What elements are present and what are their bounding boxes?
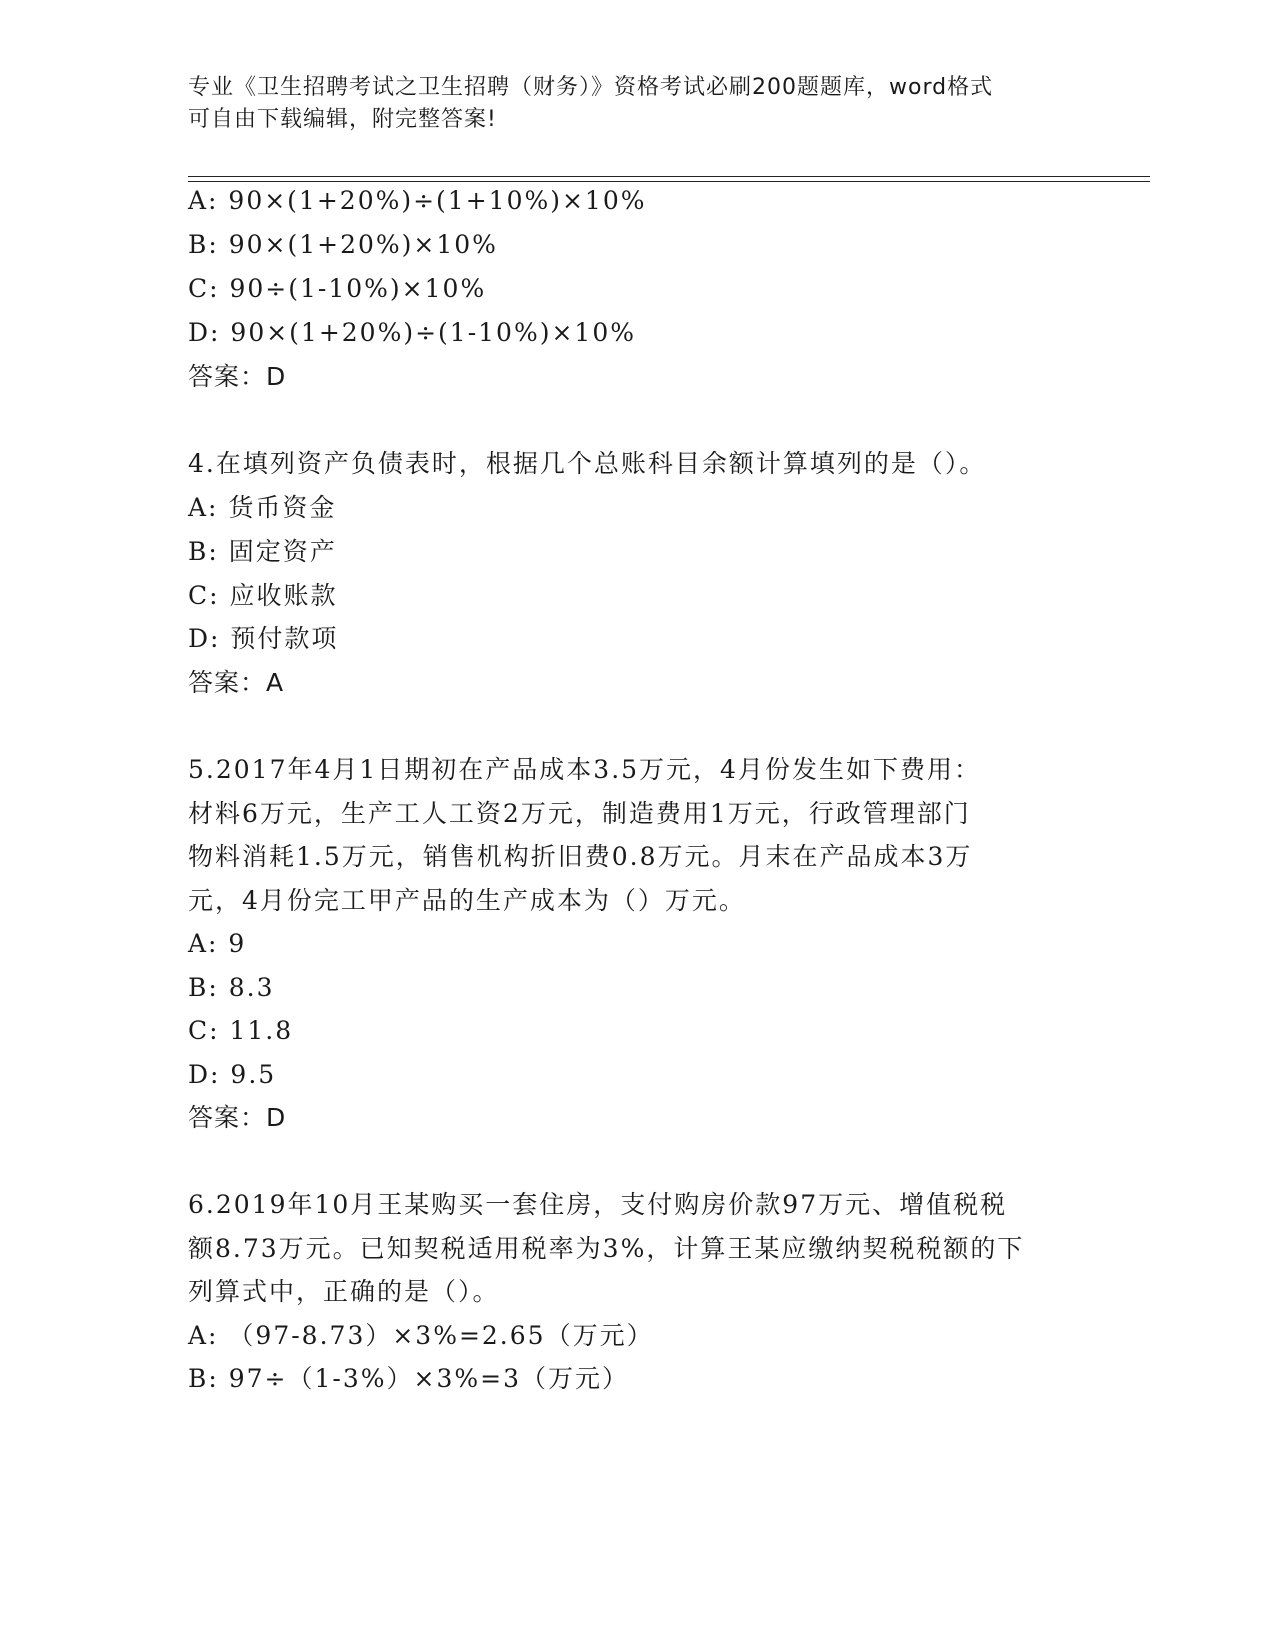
- q5-option-a: A: 9: [188, 929, 247, 958]
- q3-option-c: C: 90÷(1-10%)×10%: [188, 274, 487, 303]
- q5-option-d: D: 9.5: [188, 1060, 277, 1089]
- q4-option-d: D: 预付款项: [188, 624, 339, 653]
- q4-answer: 答案：A: [188, 668, 285, 697]
- q5-option-b: B: 8.3: [188, 973, 275, 1002]
- q4-option-b: B: 固定资产: [188, 537, 337, 566]
- q4-option-a: A: 货币资金: [188, 493, 337, 522]
- q6-stem-line-2: 额8.73万元。已知契税适用税率为3%，计算王某应缴纳契税税额的下: [188, 1234, 1025, 1263]
- q4-stem: 4.在填列资产负债表时，根据几个总账科目余额计算填列的是（）。: [188, 449, 987, 478]
- document-header: [188, 72, 1068, 136]
- q3-option-d: D: 90×(1+20%)÷(1-10%)×10%: [188, 318, 636, 347]
- q5-stem-line-3: 物料消耗1.5万元，销售机构折旧费0.8万元。月末在产品成本3万: [188, 842, 973, 871]
- q4-option-c: C: 应收账款: [188, 581, 338, 610]
- q6-option-a: A: （97-8.73）×3%=2.65（万元）: [188, 1321, 654, 1350]
- q6-option-b: B: 97÷（1-3%）×3%=3（万元）: [188, 1364, 629, 1393]
- q5-answer: 答案：D: [188, 1103, 287, 1132]
- header-line-2: 可自由下载编辑，附完整答案!: [188, 107, 497, 132]
- q5-stem-line-1: 5.2017年4月1日期初在产品成本3.5万元，4月份发生如下费用：: [188, 755, 981, 784]
- header-line-1: 专业《卫生招聘考试之卫生招聘（财务）》资格考试必刷200题题库，word格式: [188, 75, 994, 100]
- header-divider-bottom: [188, 181, 1150, 182]
- q3-option-b: B: 90×(1+20%)×10%: [188, 230, 498, 259]
- q6-stem-line-1: 6.2019年10月王某购买一套住房，支付购房价款97万元、增值税税: [188, 1190, 1008, 1219]
- q3-option-a: A: 90×(1+20%)÷(1+10%)×10%: [188, 186, 647, 215]
- header-divider-top: [188, 176, 1150, 177]
- q6-stem-line-3: 列算式中，正确的是（）。: [188, 1277, 500, 1306]
- q5-stem-line-2: 材料6万元，生产工人工资2万元，制造费用1万元，行政管理部门: [188, 799, 971, 828]
- q3-answer: 答案：D: [188, 362, 287, 391]
- q5-stem-line-4: 元，4月份完工甲产品的生产成本为（）万元。: [188, 886, 746, 915]
- q5-option-c: C: 11.8: [188, 1016, 294, 1045]
